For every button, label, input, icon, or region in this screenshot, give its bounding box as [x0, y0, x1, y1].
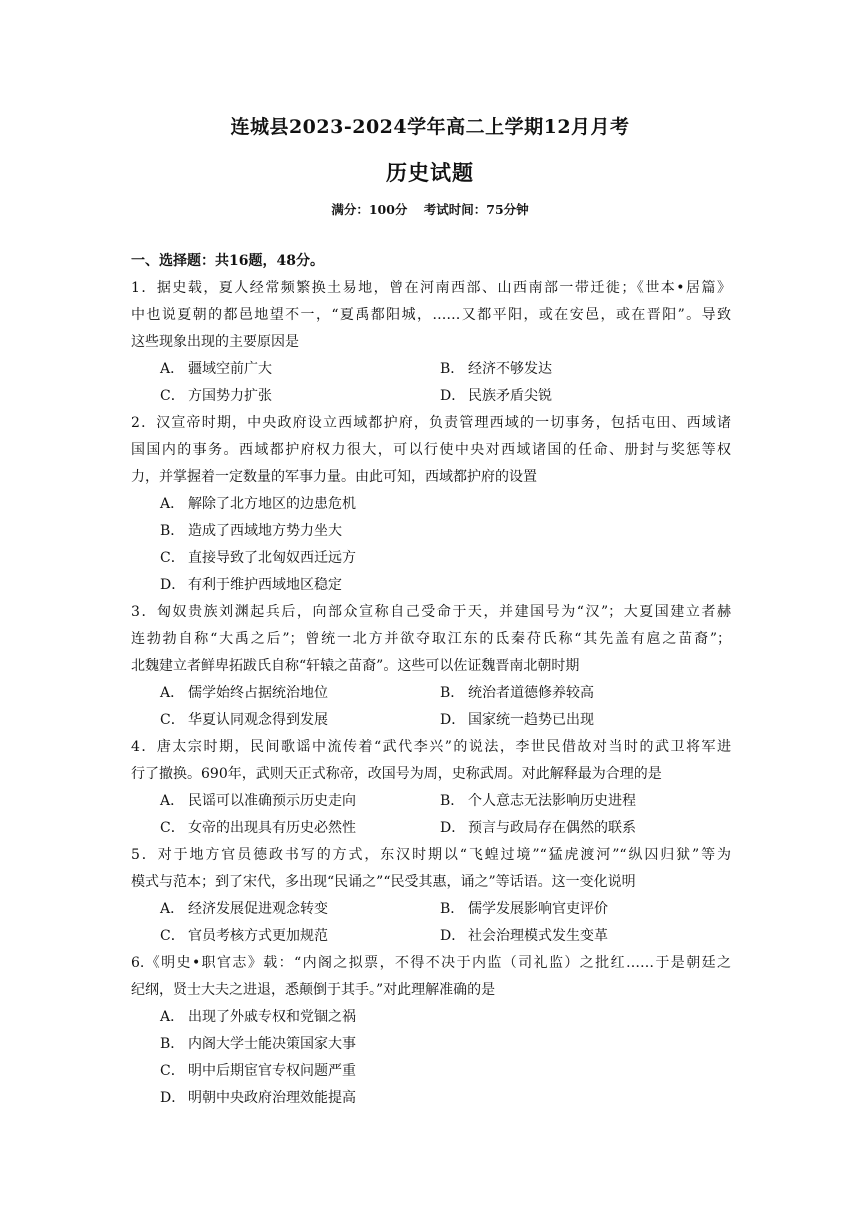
- option-text: 明朝中央政府治理效能提高: [188, 1090, 356, 1106]
- option-text: 直接导致了北匈奴西迁远方: [188, 550, 356, 566]
- question-2-line-3: 力，并掌握着一定数量的军事力量。由此可知，西域都护府的设置: [131, 469, 537, 485]
- option-key: A．: [160, 496, 185, 512]
- exam-subject: 历史试题: [386, 160, 474, 185]
- option-key: A．: [160, 361, 185, 377]
- option-key: B．: [440, 361, 465, 377]
- option-text: 内阁大学士能决策国家大事: [188, 1036, 356, 1052]
- question-1-option-a: [160, 359, 272, 379]
- option-text: 疆域空前广大: [188, 361, 272, 377]
- option-key: D．: [440, 820, 466, 836]
- option-text: 解除了北方地区的边患危机: [188, 496, 356, 512]
- question-6-option-c: [160, 1061, 356, 1081]
- option-text: 明中后期宦官专权问题严重: [188, 1063, 356, 1079]
- option-key: D．: [440, 388, 466, 404]
- option-text: 方国势力扩张: [188, 388, 272, 404]
- question-5-option-c: [160, 926, 328, 946]
- option-text: 个人意志无法影响历史进程: [468, 793, 636, 809]
- question-3-line-3: 北魏建立者鲜卑拓跋氏自称“轩辕之苗裔”。这些可以佐证魏晋南北朝时期: [131, 658, 580, 674]
- option-key: B．: [160, 523, 185, 539]
- question-3-option-c: [160, 710, 328, 730]
- option-text: 统治者道德修养较高: [468, 685, 594, 701]
- option-key: A．: [160, 1009, 185, 1025]
- option-key: C．: [160, 388, 185, 404]
- option-key: D．: [440, 928, 466, 944]
- question-5-option-a: [160, 899, 328, 919]
- question-6-option-d: [160, 1088, 356, 1108]
- option-key: D．: [440, 712, 466, 728]
- option-key: B．: [440, 901, 465, 917]
- exam-title: 连城县2023-2024学年高二上学期12月月考: [230, 116, 630, 138]
- full-score: 满分：100分: [331, 202, 408, 217]
- option-text: 华夏认同观念得到发展: [188, 712, 328, 728]
- question-4-line-1: 4．唐太宗时期，民间歌谣中流传着“武代李兴”的说法，李世民借故对当时的武卫将军进: [131, 739, 731, 755]
- option-key: C．: [160, 928, 185, 944]
- option-text: 国家统一趋势已出现: [468, 712, 594, 728]
- question-3-line-2: 连勃勃自称“大禹之后”；曾统一北方并欲夺取江东的氐秦苻氏称“其先盖有扈之苗裔”；: [131, 631, 731, 647]
- option-text: 儒学发展影响官吏评价: [468, 901, 608, 917]
- question-6-line-2: 纪纲，贤士大夫之进退，悉颠倒于其手。”对此理解准确的是: [131, 982, 496, 998]
- option-key: C．: [160, 550, 185, 566]
- question-2-option-c: [160, 548, 356, 568]
- question-1-option-c: [160, 386, 272, 406]
- option-text: 官员考核方式更加规范: [188, 928, 328, 944]
- question-3-line-1: 3．匈奴贵族刘渊起兵后，向部众宣称自己受命于天，并建国号为“汉”；大夏国建立者赫: [131, 604, 731, 620]
- option-key: C．: [160, 1063, 185, 1079]
- question-2-line-1: 2．汉宣帝时期，中央政府设立西域都护府，负责管理西域的一切事务，包括屯田、西域诸: [131, 415, 731, 431]
- option-key: B．: [160, 1036, 185, 1052]
- question-2-line-2: 国国内的事务。西域都护府权力很大，可以行使中央对西域诸国的任命、册封与奖惩等权: [131, 442, 731, 458]
- question-3-option-d: [440, 710, 594, 730]
- option-text: 女帝的出现具有历史必然性: [188, 820, 356, 836]
- question-5-line-2: 模式与范本；到了宋代，多出现“民诵之”“民受其惠，诵之”等话语。这一变化说明: [131, 874, 636, 890]
- option-key: B．: [440, 793, 465, 809]
- option-text: 民谣可以准确预示历史走向: [188, 793, 356, 809]
- question-1-line-3: 这些现象出现的主要原因是: [131, 334, 299, 350]
- option-key: D．: [160, 577, 186, 593]
- exam-meta: [0, 200, 860, 218]
- option-text: 造成了西域地方势力坐大: [188, 523, 342, 539]
- option-key: A．: [160, 901, 185, 917]
- question-1-line-2: 中也说夏朝的都邑地望不一，“夏禹都阳城，……又都平阳，或在安邑，或在晋阳”。导致: [131, 307, 731, 323]
- question-4-option-d: [440, 818, 636, 838]
- option-text: 儒学始终占据统治地位: [188, 685, 328, 701]
- question-1-line-1: 1．据史载，夏人经常频繁换土易地，曾在河南西部、山西南部一带迁徙；《世本•居篇》: [131, 280, 731, 296]
- option-text: 经济不够发达: [468, 361, 552, 377]
- question-6-option-a: [160, 1007, 356, 1027]
- option-key: B．: [440, 685, 465, 701]
- question-4-option-a: [160, 791, 356, 811]
- option-text: 有利于维护西域地区稳定: [188, 577, 342, 593]
- question-6-line-1: 6.《明史•职官志》载：“内阁之拟票，不得不决于内监（司礼监）之批红……于是朝廷之: [131, 955, 731, 971]
- option-text: 社会治理模式发生变革: [468, 928, 608, 944]
- question-3-option-b: [440, 683, 594, 703]
- question-1-option-b: [440, 359, 552, 379]
- option-key: C．: [160, 820, 185, 836]
- option-key: C．: [160, 712, 185, 728]
- option-text: 出现了外戚专权和党锢之祸: [188, 1009, 356, 1025]
- question-2-option-d: [160, 575, 342, 595]
- question-3-option-a: [160, 683, 328, 703]
- question-4-option-c: [160, 818, 356, 838]
- option-text: 预言与政局存在偶然的联系: [468, 820, 636, 836]
- option-key: A．: [160, 793, 185, 809]
- option-key: D．: [160, 1090, 186, 1106]
- question-5-option-b: [440, 899, 608, 919]
- question-2-option-a: [160, 494, 356, 514]
- question-5-option-d: [440, 926, 608, 946]
- question-2-option-b: [160, 521, 342, 541]
- section-heading: 一、选择题：共16题，48分。: [131, 253, 324, 269]
- question-4-line-2: 行了撤换。690年，武则天正式称帝，改国号为周，史称武周。对此解释最为合理的是: [131, 766, 662, 782]
- option-key: A．: [160, 685, 185, 701]
- option-text: 经济发展促进观念转变: [188, 901, 328, 917]
- question-4-option-b: [440, 791, 636, 811]
- question-1-option-d: [440, 386, 552, 406]
- exam-time: 考试时间：75分钟: [423, 202, 529, 217]
- question-6-option-b: [160, 1034, 356, 1054]
- option-text: 民族矛盾尖锐: [468, 388, 552, 404]
- question-5-line-1: 5．对于地方官员德政书写的方式，东汉时期以“飞蝗过境”“猛虎渡河”“纵囚归狱”等为: [131, 847, 731, 863]
